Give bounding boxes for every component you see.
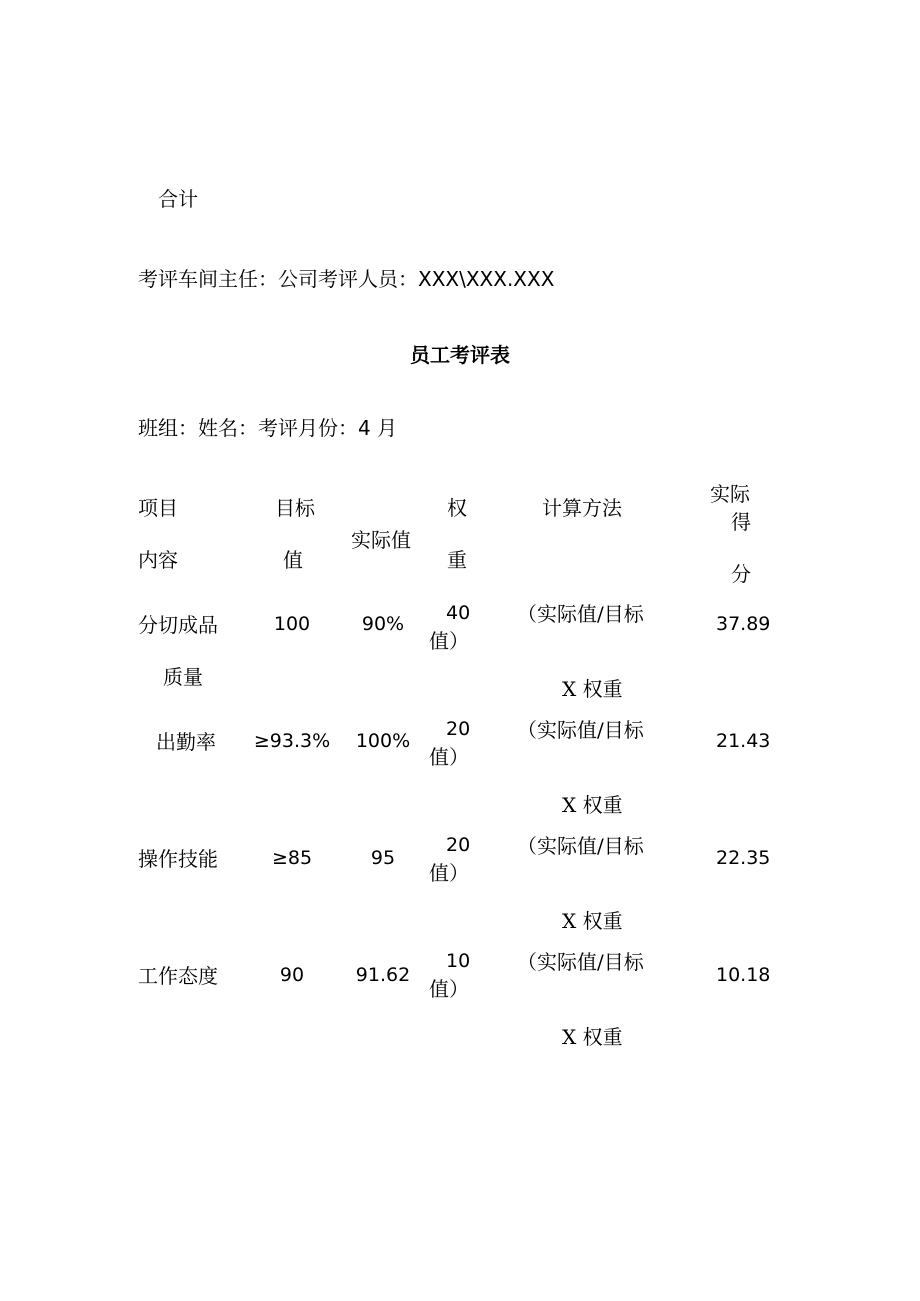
row-2-weight-suffix: 值）: [429, 745, 469, 769]
header-actual: 实际值: [351, 528, 411, 552]
row-2-target: ≥93.3%: [253, 730, 331, 752]
header-score-line3: 分: [731, 562, 751, 586]
row-1-actual: 90%: [361, 613, 405, 635]
header-target-line1: 目标: [275, 496, 315, 520]
form-title: 员工考评表: [410, 343, 510, 367]
row-1-method-line1: （实际值/目标: [517, 602, 644, 626]
row-1-item-line2: 质量: [163, 665, 203, 689]
row-4-target: 90: [279, 964, 305, 986]
header-score-line2: 得: [731, 510, 751, 534]
header-score-line1: 实际: [710, 482, 750, 506]
row-4-weight: 10: [446, 950, 471, 972]
header-method: 计算方法: [542, 496, 622, 520]
row-3-method-line2: X 权重: [562, 909, 623, 933]
header-item-line1: 项目: [138, 496, 178, 520]
row-3-score: 22.35: [716, 847, 771, 869]
row-2-score: 21.43: [716, 730, 771, 752]
row-4-weight-suffix: 值）: [429, 977, 469, 1001]
signature-line: 考评车间主任：公司考评人员：XXX\XXX.XXX: [138, 267, 555, 291]
row-4-actual: 91.62: [355, 964, 411, 986]
row-4-method-line2: X 权重: [562, 1025, 623, 1049]
row-4-score: 10.18: [716, 964, 771, 986]
row-1-weight-suffix: 值）: [429, 629, 469, 653]
header-weight-line2: 重: [447, 548, 467, 572]
row-3-actual: 95: [370, 847, 396, 869]
row-3-weight-suffix: 值）: [429, 861, 469, 885]
row-1-weight: 40: [446, 602, 471, 624]
row-2-method-line1: （实际值/目标: [517, 718, 644, 742]
row-1-item: 分切成品: [138, 613, 218, 637]
header-weight-line1: 权: [447, 496, 467, 520]
row-1-target: 100: [273, 613, 311, 635]
header-target-line2: 值: [283, 548, 303, 572]
row-4-item: 工作态度: [138, 964, 218, 988]
row-3-target: ≥85: [271, 847, 313, 869]
row-2-item: 出勤率: [156, 730, 216, 754]
row-3-method-line1: （实际值/目标: [517, 834, 644, 858]
total-label: 合计: [158, 187, 198, 211]
header-item-line2: 内容: [138, 548, 178, 572]
row-3-item: 操作技能: [138, 847, 218, 871]
row-2-weight: 20: [446, 718, 471, 740]
row-1-score: 37.89: [716, 613, 771, 635]
row-4-method-line1: （实际值/目标: [517, 950, 644, 974]
row-1-method-line2: X 权重: [562, 677, 623, 701]
row-3-weight: 20: [446, 834, 471, 856]
row-2-method-line2: X 权重: [562, 793, 623, 817]
row-2-actual: 100%: [355, 730, 411, 752]
form-info-line: 班组：姓名：考评月份：4 月: [138, 416, 398, 440]
